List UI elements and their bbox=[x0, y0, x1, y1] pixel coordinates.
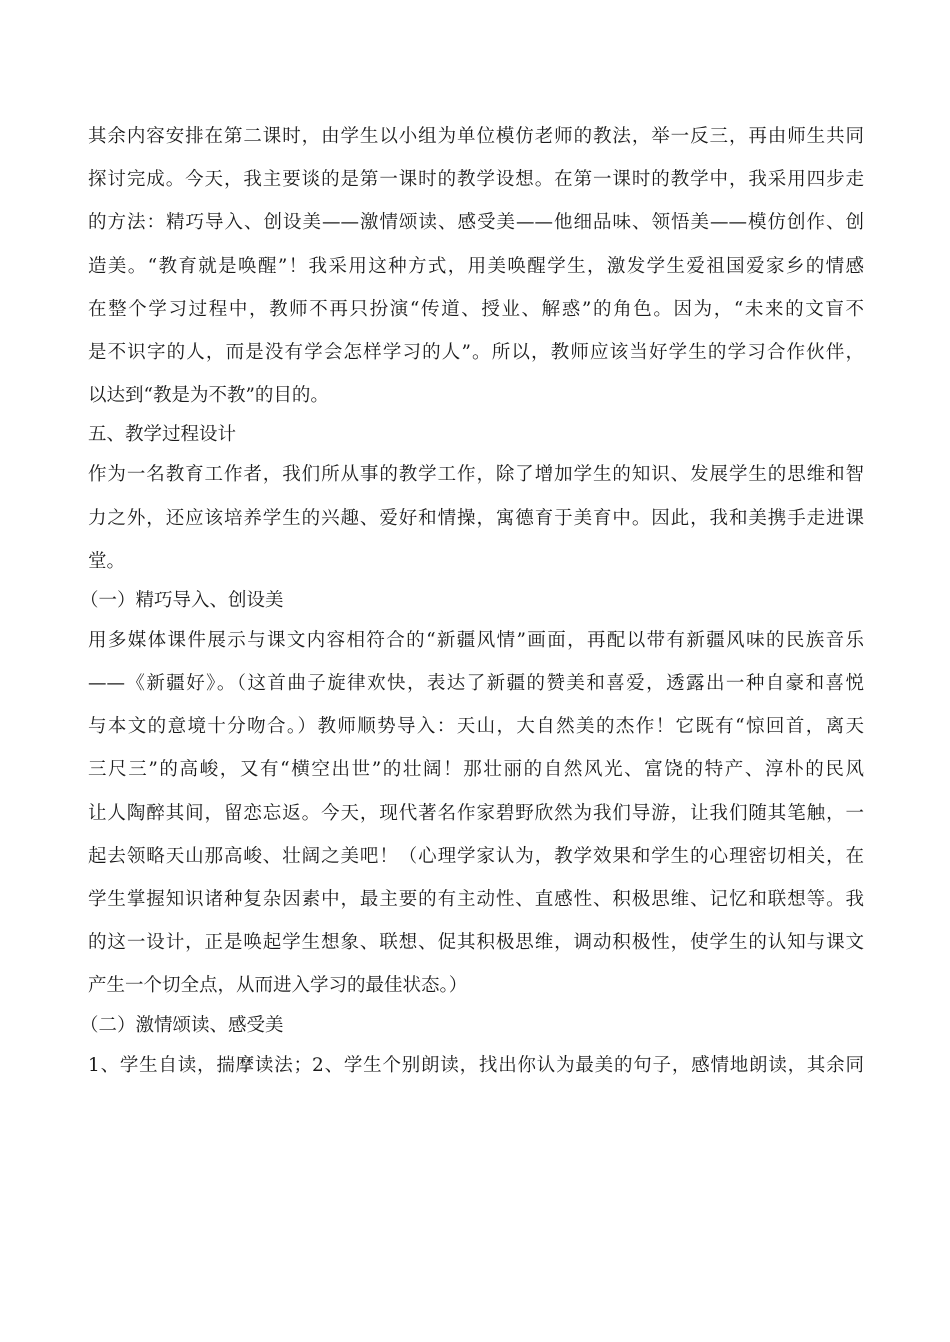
text-line-11: 堂。 bbox=[88, 550, 126, 572]
text-line-2: 探讨完成。今天，我主要谈的是第一课时的教学设想。在第一课时的教学中，我采用四步走 bbox=[88, 169, 864, 191]
document-body bbox=[80, 115, 864, 1087]
text-line-14: ——《新疆好》。（这首曲子旋律欢快，表达了新疆的赞美和喜爱，透露出一种自豪和喜悦 bbox=[88, 673, 864, 695]
text-line-5: 在整个学习过程中，教师不再只扮演“传道、授业、解惑”的角色。因为，“未来的文盲不 bbox=[88, 298, 864, 320]
text-line-17: 让人陶醉其间，留恋忘返。今天，现代著名作家碧野欣然为我们导游，让我们随其笔触，一 bbox=[88, 802, 864, 824]
text-line-21: 产生一个切全点，从而进入学习的最佳状态。） bbox=[88, 975, 468, 997]
text-line-7: 以达到“教是为不教”的目的。 bbox=[88, 385, 329, 407]
text-line-15: 与本文的意境十分吻合。）教师顺势导入：天山，大自然美的杰作！它既有“惊回首，离天 bbox=[88, 716, 864, 738]
section-heading: 五、教学过程设计 bbox=[88, 424, 237, 446]
text-line-10: 力之外，还应该培养学生的兴趣、爱好和情操，寓德育于美育中。因此，我和美携手走进课 bbox=[88, 507, 864, 529]
text-line-1: 其余内容安排在第二课时，由学生以小组为单位模仿老师的教法，举一反三，再由师生共同 bbox=[88, 126, 864, 147]
subsection-heading-2: （二）激情颂读、感受美 bbox=[80, 1014, 284, 1036]
text-line-4: 造美。“教育就是唤醒”！我采用这种方式，用美唤醒学生，激发学生爱祖国爱家乡的情感 bbox=[88, 255, 864, 277]
text-line-20: 的这一设计，正是唤起学生想象、联想、促其积极思维，调动积极性，使学生的认知与课文 bbox=[88, 932, 864, 954]
subsection-heading-1: （一）精巧导入、创设美 bbox=[80, 589, 284, 611]
text-line-19: 学生掌握知识诸种复杂因素中，最主要的有主动性、直感性、积极思维、记忆和联想等。我 bbox=[88, 889, 864, 910]
text-line-3: 的方法：精巧导入、创设美——激情颂读、感受美——他细品味、领悟美——模仿创作、创 bbox=[88, 212, 864, 234]
text-line-18: 起去领略天山那高峻、壮阔之美吧！（心理学家认为，教学效果和学生的心理密切相关，在 bbox=[88, 845, 864, 867]
text-line-6: 是不识字的人，而是没有学会怎样学习的人”。所以，教师应该当好学生的学习合作伙伴， bbox=[88, 341, 864, 363]
text-line-13: 用多媒体课件展示与课文内容相符合的“新疆风情”画面，再配以带有新疆风味的民族音乐 bbox=[88, 629, 864, 651]
text-line-9: 作为一名教育工作者，我们所从事的教学工作，除了增加学生的知识、发展学生的思维和智 bbox=[88, 464, 864, 486]
text-line-23: 1、学生自读，揣摩读法；2、学生个别朗读，找出你认为最美的句子，感情地朗读，其余同 bbox=[88, 1054, 864, 1076]
text-line-16: 三尺三”的高峻，又有“横空出世”的壮阔！那壮丽的自然风光、富饶的特产、淳朴的民风 bbox=[88, 759, 864, 781]
